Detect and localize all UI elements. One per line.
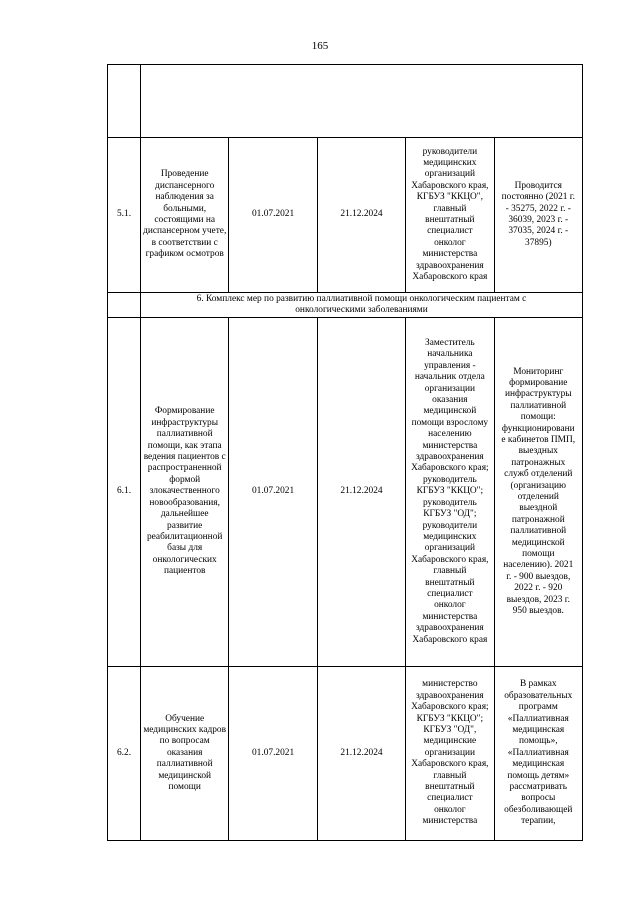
row-number: 6.1.	[108, 318, 141, 667]
result-cell: Мониторинг формирование инфраструктуры паллиативной помощи: функционировани е кабинетов ПМП, выездных патронажных служб отделений (организацию отделений выездной патронажной паллиативной медицинской помощи населению). 2021 г. - 900 выездов, 2022 г. - 920 выездов, 2023 г. 950 выездов.	[494, 318, 582, 667]
cell-empty-num	[108, 65, 141, 138]
plan-table	[107, 64, 583, 841]
end-date: 21.12.2024	[317, 318, 405, 667]
result-cell: Проводится постоянно (2021 г. - 35275, 2022 г. - 36039, 2023 г. - 37035, 2024 г. - 37895)	[494, 138, 582, 293]
table-row-6-1	[108, 318, 583, 667]
activity-cell: Формирование инфраструктуры паллиативной помощи, как этапа ведения пациентов с распространенной формой злокачественного новообразования, дальнейшее развитие реабилитационной базы для онкологических пациентов	[141, 318, 229, 667]
responsible-cell: министерство здравоохранения Хабаровского края; КГБУЗ "ККЦО"; КГБУЗ "ОД", медицинские организации Хабаровского края, главный внештатный специалист онколог министерства	[406, 667, 494, 841]
section-empty-num	[108, 293, 141, 318]
table-row-continuation	[108, 65, 583, 138]
start-date: 01.07.2021	[229, 138, 317, 293]
responsible-cell: руководители медицинских организаций Хабаровского края, КГБУЗ "ККЦО", главный внештатный специалист онколог министерства здравоохранения Хабаровского края	[406, 138, 494, 293]
page-number: 165	[311, 40, 329, 52]
activity-cell: Обучение медицинских кадров по вопросам оказания паллиативной медицинской помощи	[141, 667, 229, 841]
cell-empty-body	[141, 65, 583, 138]
row-number: 6.2.	[108, 667, 141, 841]
result-cell: В рамках образовательных программ «Паллиативная медицинская помощь», «Паллиативная медицинская помощь детям» рассматривать вопросы обезболивающей терапии,	[494, 667, 582, 841]
start-date: 01.07.2021	[229, 318, 317, 667]
start-date: 01.07.2021	[229, 667, 317, 841]
end-date: 21.12.2024	[317, 138, 405, 293]
section-title: 6. Комплекс мер по развитию паллиативной помощи онкологическим пациентам с онкологическими заболеваниями	[141, 293, 583, 318]
activity-cell: Проведение диспансерного наблюдения за больными, состоящими на диспансерном учете, в соответствии с графиком осмотров	[141, 138, 229, 293]
end-date: 21.12.2024	[317, 667, 405, 841]
table-row-5-1	[108, 138, 583, 293]
row-number: 5.1.	[108, 138, 141, 293]
table-row-6-2	[108, 667, 583, 841]
section-header-row	[108, 293, 583, 318]
responsible-cell: Заместитель начальника управления - начальник отдела организации оказания медицинской помощи взрослому населению министерства здравоохранения Хабаровского края; руководитель КГБУЗ "ККЦО"; руководитель КГБУЗ "ОД"; руководители медицинских организаций Хабаровского края, главный внештатный специалист онколог министерства здравоохранения Хабаровского края	[406, 318, 494, 667]
